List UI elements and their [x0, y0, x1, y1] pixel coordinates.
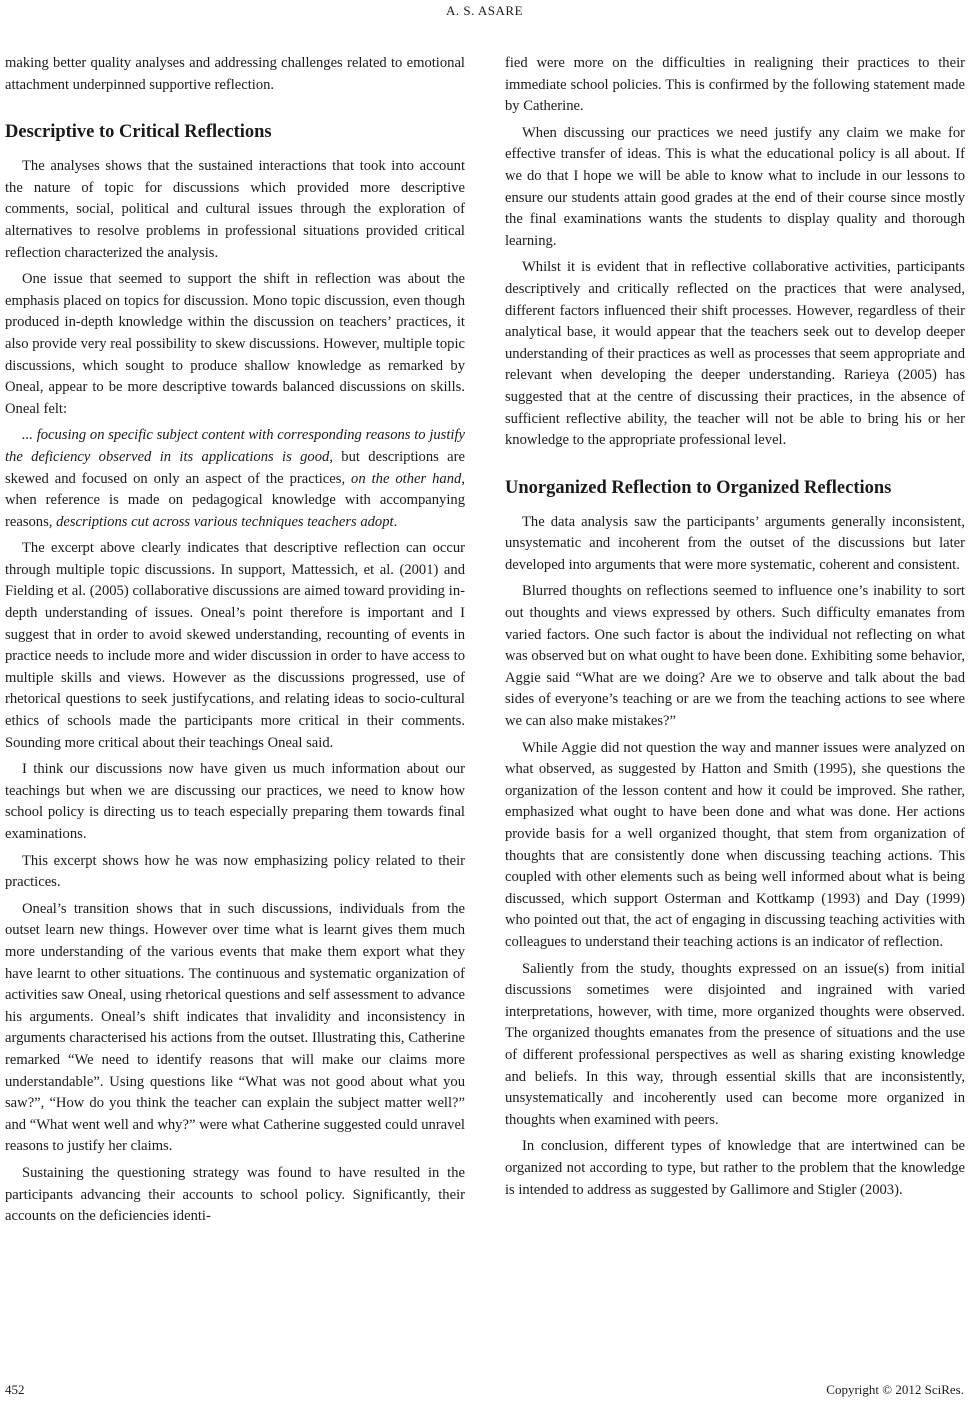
copyright-notice: Copyright © 2012 SciRes. — [826, 1382, 964, 1397]
left-column — [5, 53, 465, 1233]
paragraph: The analyses shows that the sustained interactions that took into account the nature of topic for discussions which provided more descriptive comments, social, political and cultural issues through the exploration of alternatives to resolve problems in professional situations provided critical reflection characterized the analysis. — [5, 158, 465, 261]
paragraph: The excerpt above clearly indicates that descriptive reflection can occur through multiple topic discussions. In support, Mattessich, et al. (2001) and Fielding et al. (2005) collaborative discussions are aimed toward providing in-depth understanding of issues. Oneal’s point therefore is important and I suggest that in order to avoid skewed understanding, recounting of events in practice needs to include more and wider discussion in order to have access to multiple skills and views. However as the discussions progressed, use of rhetorical questions to seek justifycations, and relating ideas to socio-cultural ethics of schools made the participants more critical in their comments. Sounding more critical about their teachings Oneal said. — [5, 540, 465, 751]
paragraph: While Aggie did not question the way and manner issues were analyzed on what observed, as suggested by Hatton and Smith (1995), she questions the organization of the lesson content and how it could be improved. She rather, emphasized what ought to have been done and what was done. Her actions provide basis for a well organized thought, that stem from organization of thoughts that are consistently done when discussing teaching actions. This coupled with other elements such as being well informed about what is being discussed, which support Osterman and Kottkamp (1993) and Day (1999) who pointed out that, the act of engaging in discussing teaching activities with colleagues to understand their teaching actions is an indicator of reflection. — [505, 739, 965, 950]
quote-part: ... focusing on specific subject content with corresponding reasons to justify the deficiency observed in its applications is good — [5, 427, 465, 465]
paragraph: Sustaining the questioning strategy was found to have resulted in the participants advancing their accounts to school policy. Significantly, their accounts on the deficiencies identi- — [5, 1164, 465, 1225]
page-number: 452 — [5, 1382, 25, 1397]
block-quote — [5, 425, 465, 533]
quote-part: , but descriptions are skewed and focused on only an aspect of the practices — [5, 448, 465, 487]
quote-part: , when reference is made on pedagogical knowledge with accompanying reasons — [5, 470, 465, 530]
paragraph: One issue that seemed to support the shift in reflection was about the emphasis placed on topics for discussion. Mono topic discussion, even though produced in-depth knowledge within the discussion on teachers’ practices, it also provide very real possibility to skew discussions. However, multiple topic discussions, which sought to produce shallow knowledge as remarked by Oneal, appear to be more descriptive towards balanced discussions on skills. Oneal felt: — [5, 271, 465, 417]
quote-part: , descriptions cut across various techniques teachers adopt — [48, 513, 394, 530]
right-column — [505, 53, 965, 1206]
paragraph: making better quality analyses and addressing challenges related to emotional attachment underpinned supportive reflection. — [5, 55, 465, 93]
quote-part: . — [393, 513, 398, 530]
paragraph: fied were more on the difficulties in realigning their practices to their immediate school policies. This is confirmed by the following statement made by Catherine. — [505, 55, 965, 115]
paragraph: Saliently from the study, thoughts expressed on an issue(s) from initial discussions sometimes were disjointed and ingrained with varied interpretations, however, with time, more organized thoughts were observed. The organized thoughts emanates from the presence of situations and the use of different professional perspectives as well as sharing existing knowledge and beliefs. In this way, through essential skills that are inconsistently, unsystematically and incoherently used can become more organized in thoughts when examined with peers. — [505, 960, 965, 1128]
paragraph: In conclusion, different types of knowledge that are intertwined can be organized not according to type, but rather to the problem that the knowledge is intended to address as suggested by Gallimore and Stigler (2003). — [505, 1138, 965, 1198]
paragraph: Whilst it is evident that in reflective collaborative activities, participants descriptively and critically reflected on the practices that were analysed, different factors influenced their shift processes. However, regardless of their analytical base, it would appear that the teachers seek out to develop deeper understanding of their practices as well as processes that seem appropriate and relevant when developing the deeper understanding. Rarieya (2005) has suggested that at the centre of discussing their practices, in the absence of sufficient reflective ability, the teacher will not be able to bring his or her knowledge to the appropriate professional level. — [505, 259, 965, 449]
paragraph: This excerpt shows how he was now emphasizing policy related to their practices. — [5, 852, 465, 891]
paragraph: I think our discussions now have given us much information about our teachings but when we are discussing our practices, we need to know how school policy is directing us to teach especially preparing them towards final examinations. — [5, 761, 465, 842]
quote-part: , on the other hand — [341, 470, 462, 487]
section-heading: Descriptive to Critical Reflections — [5, 122, 272, 143]
paragraph: When discussing our practices we need justify any claim we make for effective transfer of ideas. This is what the educational policy is all about. If we do that I hope we will be able to know what to include in our lessons to ensure our students attain good grades at the end of their course since mostly the final examinations wants the students to display quality and thorough learning. — [505, 124, 965, 249]
paragraph: Oneal’s transition shows that in such discussions, individuals from the outset learn new things. However over time what is learnt gives them much more understanding of the various events that make them export what they have learnt to other situations. The continuous and systematic organization of activities saw Oneal, using rhetorical questions and self assessment to advance his arguments. Oneal’s shift indicates that invalidity and inconsistency in arguments characterised his actions from the outset. Illustrating this, Catherine remarked “We need to identify reasons that will make our claims more understandable”. Using questions like “What was not good about what you saw?”, “How do you think the teacher can explain the subject matter well?” and “What went well and why?” were what Catherine suggested could unravel reasons to justify her claims. — [5, 900, 465, 1155]
paragraph: Blurred thoughts on reflections seemed to influence one’s inability to sort out thoughts and views expressed by others. Such difficulty emanates from varied factors. One such factor is about the individual not reflecting on what was observed but on what ought to have been done. Exhibiting some behavior, Aggie said “What are we doing? Are we to observe and talk about the bad sides of everyone’s teaching or are we from the teaching actions to see where we can also make mistakes?” — [505, 583, 965, 730]
running-head: A. S. ASARE — [445, 3, 524, 18]
paragraph: The data analysis saw the participants’ arguments generally inconsistent, unsystematic and incoherent from the outset of the discussions but later developed into arguments that were more systematic, coherent and consistent. — [505, 513, 965, 573]
section-heading: Unorganized Reflection to Organized Reflections — [505, 477, 892, 498]
